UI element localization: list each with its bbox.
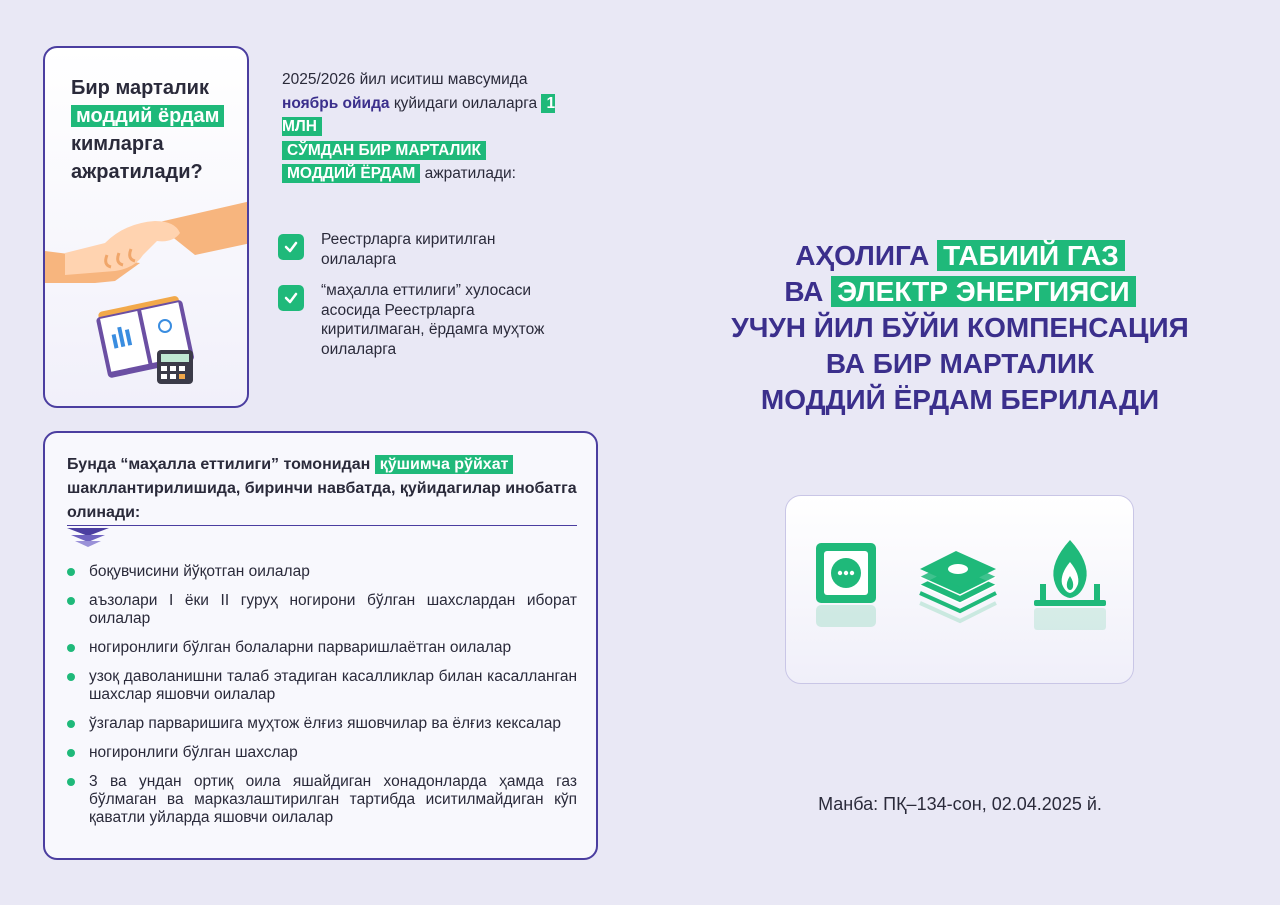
title-line1-highlight: ТАБИИЙ ГАЗ [937,240,1125,271]
source-note: Манба: ПҚ–134-сон, 02.04.2025 й. [818,794,1102,814]
bullet-dot-icon [67,597,75,605]
notebook-calculator-icon [95,288,205,388]
bullet-dot-icon [67,644,75,652]
card2-heading-highlight: қўшимча рўйхат [375,455,514,474]
card2-heading [67,453,577,525]
handshake-icon [45,193,249,283]
title-line1-text: АҲОЛИГА [795,240,938,271]
check-item [278,281,548,359]
list-item-text: ногиронлиги бўлган болаларни парваришлаётган оилалар [89,639,512,656]
card1-title [71,74,246,186]
list-item [67,639,577,657]
bullet-dot-icon [67,778,75,786]
intro-amount: 1 МЛН [282,94,556,135]
list-item [67,563,577,581]
divider [67,525,577,526]
card2-heading-part1: Бунда “маҳалла еттилиги” томонидан [67,456,375,473]
intro-part4: ажратилади: [420,165,516,182]
check-item [278,230,548,269]
money-stack-icon [916,541,1000,631]
intro-highlight2: СЎМДАН БИР МАРТАЛИК [282,141,486,160]
list-item [67,715,577,733]
title-line2-highlight: ЭЛЕКТР ЭНЕРГИЯСИ [831,276,1135,307]
chevron-down-icon [65,526,111,548]
check-text: “маҳалла еттилиги” хулосаси асосида Реестрларга киритилмаган, ёрдамга муҳтож оилаларга [321,282,545,358]
title-line2-text: ВА [784,276,832,307]
bullet-dot-icon [67,749,75,757]
priority-list [67,563,577,838]
intro-part3: қуйидаги оилаларга [389,94,542,112]
page-title [680,238,1240,418]
intro-highlight3: МОДДИЙ ЁРДАМ [282,164,420,183]
intro-text [282,68,562,186]
list-item [67,744,577,762]
checkmark-icon [278,285,304,311]
list-item [67,773,577,827]
list-item-text: ўзгалар парваришига муҳтож ёлғиз яшовчилар ва ёлғиз кексалар [89,715,561,732]
info-card-who [43,46,249,408]
icon-card [785,495,1134,684]
info-card-priority [43,431,598,860]
list-item [67,592,577,628]
card1-title-line4: ажратилади? [71,161,203,183]
list-item-text: узоқ даволанишни талаб этадиган касалликлар билан касалланган шахслар яшовчи оилалар [89,668,577,703]
title-line4: ВА БИР МАРТАЛИК [825,348,1095,379]
card1-title-highlight: моддий ёрдам [71,105,224,127]
gas-flame-icon [1032,536,1108,636]
list-item-text: 3 ва ундан ортиқ оила яшайдиган хонадонларда ҳамда газ бўлмаган ва марказлаштирилган тартибда иситилмайдиган кўп қаватли уйларда яшовчи оилалар [89,773,577,826]
bullet-dot-icon [67,720,75,728]
bullet-dot-icon [67,673,75,681]
card1-title-line3: кимларга [71,133,164,155]
list-item [67,668,577,704]
check-text: Реестрларга киритилган оилаларга [321,231,496,268]
list-item-text: аъзолари I ёки II гуруҳ ногирони бўлган шахслардан иборат оилалар [89,592,577,627]
list-item-text: ногиронлиги бўлган шахслар [89,744,298,761]
title-line3: УЧУН ЙИЛ БЎЙИ КОМПЕНСАЦИЯ [731,312,1189,343]
title-line5: МОДДИЙ ЁРДАМ БЕРИЛАДИ [760,384,1160,415]
card1-title-line1: Бир марталик [71,77,209,99]
bullet-dot-icon [67,568,75,576]
checkmark-icon [278,234,304,260]
socket-icon [814,541,878,631]
intro-month: ноябрь ойида [282,94,390,112]
intro-part1: 2025/2026 йил иситиш мавсумида [282,71,528,88]
list-item-text: боқувчисини йўқотган оилалар [89,563,310,580]
card2-heading-part2: шакллантирилишида, биринчи навбатда, қуйидагилар инобатга олинади: [67,480,577,521]
check-list [278,230,548,371]
